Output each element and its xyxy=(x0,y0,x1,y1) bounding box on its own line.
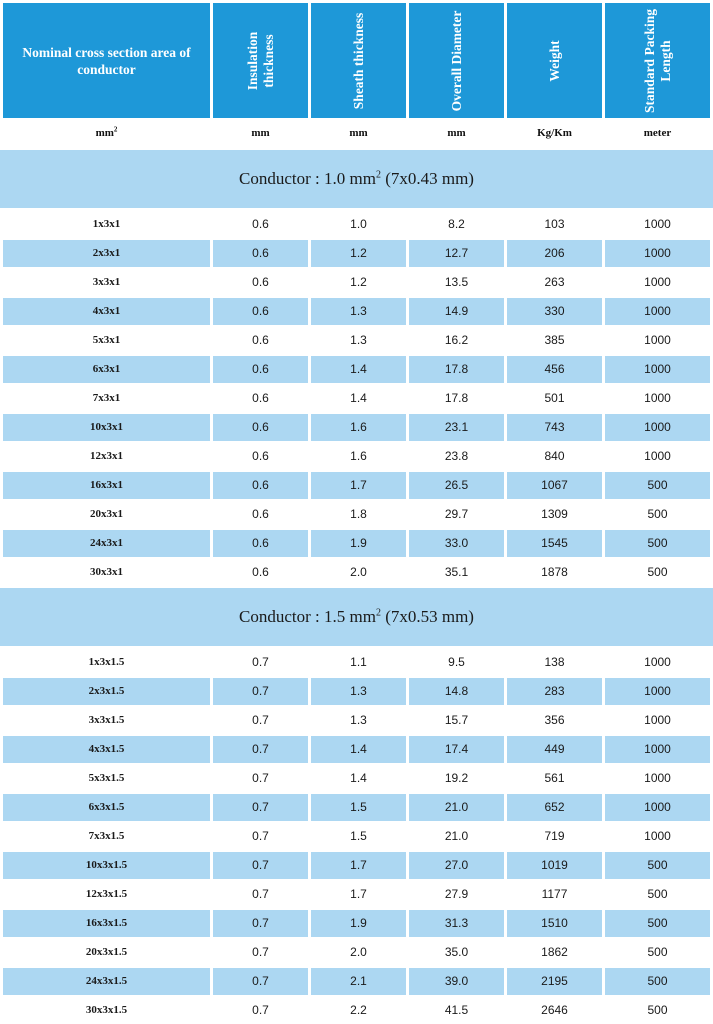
table-row xyxy=(0,530,713,557)
cell-size: 20x3x1 xyxy=(90,508,123,520)
table-row xyxy=(0,298,713,325)
cell-size: 5x3x1 xyxy=(92,334,121,346)
cell-packing-length: 1000 xyxy=(644,391,671,405)
cell-size: 12x3x1 xyxy=(90,450,123,462)
cell-weight: 1019 xyxy=(507,852,602,879)
cell-weight: 561 xyxy=(544,771,565,785)
cell-packing-length: 500 xyxy=(647,565,668,579)
header-sheath-label: Sheath thickness xyxy=(350,12,366,109)
cell-packing-length: 1000 xyxy=(605,794,710,821)
cell-size: 6x3x1.5 xyxy=(3,794,210,821)
cell-diameter: 27.9 xyxy=(444,887,469,901)
unit-cross-section-base: mm xyxy=(95,127,114,139)
cell-weight: 356 xyxy=(544,713,565,727)
cell-size: 12x3x1.5 xyxy=(85,888,128,900)
cell-diameter: 31.3 xyxy=(409,910,504,937)
unit-packing-length: meter xyxy=(643,127,672,139)
cell-diameter: 23.8 xyxy=(444,449,469,463)
cell-size: 24x3x1 xyxy=(3,530,210,557)
cell-diameter: 8.2 xyxy=(448,217,465,231)
cell-diameter: 26.5 xyxy=(409,472,504,499)
cell-size: 3x3x1 xyxy=(92,276,121,288)
cell-packing-length: 500 xyxy=(605,852,710,879)
cell-size: 30x3x1.5 xyxy=(85,1004,128,1016)
cell-sheath: 1.3 xyxy=(311,298,406,325)
cell-diameter: 17.4 xyxy=(409,736,504,763)
table-row xyxy=(0,414,713,441)
cell-packing-length: 1000 xyxy=(605,736,710,763)
cell-diameter: 12.7 xyxy=(409,240,504,267)
cell-sheath: 1.2 xyxy=(311,240,406,267)
cell-weight: 1510 xyxy=(507,910,602,937)
cell-sheath: 1.4 xyxy=(350,771,367,785)
cell-diameter: 17.8 xyxy=(409,356,504,383)
cell-packing-length: 1000 xyxy=(605,678,710,705)
cell-packing-length: 1000 xyxy=(605,240,710,267)
cell-weight: 1862 xyxy=(541,945,568,959)
cell-diameter: 9.5 xyxy=(448,655,465,669)
cell-packing-length: 500 xyxy=(647,945,668,959)
cell-sheath: 1.3 xyxy=(311,678,406,705)
header-cross-section-label: Nominal cross section area of conductor xyxy=(22,44,191,77)
cell-diameter: 35.0 xyxy=(444,945,469,959)
cell-packing-length: 500 xyxy=(605,472,710,499)
table-row xyxy=(0,736,713,763)
header-diameter-label: Overall Diameter xyxy=(448,10,464,111)
cell-packing-length: 500 xyxy=(605,968,710,995)
cell-insulation: 0.7 xyxy=(252,1003,269,1017)
cell-diameter: 39.0 xyxy=(409,968,504,995)
cell-sheath: 1.4 xyxy=(350,391,367,405)
cell-packing-length: 500 xyxy=(647,1003,668,1017)
cell-size: 16x3x1 xyxy=(3,472,210,499)
cell-weight: 263 xyxy=(544,275,565,289)
section-title-band xyxy=(0,588,713,646)
cell-sheath: 1.8 xyxy=(350,507,367,521)
cell-insulation: 0.7 xyxy=(252,771,269,785)
cell-size: 6x3x1 xyxy=(3,356,210,383)
cell-sheath: 2.2 xyxy=(350,1003,367,1017)
table-row xyxy=(0,823,713,850)
cell-packing-length: 1000 xyxy=(644,655,671,669)
cell-sheath: 1.4 xyxy=(311,356,406,383)
cell-packing-length: 1000 xyxy=(644,829,671,843)
cell-size: 7x3x1.5 xyxy=(88,830,125,842)
section-title-suffix: (7x0.53 mm) xyxy=(380,607,474,626)
cell-weight: 138 xyxy=(544,655,565,669)
header-diameter xyxy=(409,3,504,118)
cell-insulation: 0.6 xyxy=(213,414,308,441)
header-cross-section xyxy=(3,3,210,118)
cell-insulation: 0.7 xyxy=(252,887,269,901)
cell-weight: 2195 xyxy=(507,968,602,995)
cell-size: 1x3x1.5 xyxy=(88,656,125,668)
cell-insulation: 0.6 xyxy=(252,275,269,289)
table-row xyxy=(0,501,713,528)
cell-insulation: 0.7 xyxy=(213,678,308,705)
cell-weight: 103 xyxy=(544,217,565,231)
cell-sheath: 2.1 xyxy=(311,968,406,995)
table-row xyxy=(0,327,713,354)
cell-insulation: 0.6 xyxy=(252,565,269,579)
cell-sheath: 1.1 xyxy=(350,655,367,669)
cell-insulation: 0.7 xyxy=(213,910,308,937)
cell-weight: 1067 xyxy=(507,472,602,499)
cell-size: 30x3x1 xyxy=(90,566,123,578)
section-title-sup: 2 xyxy=(375,169,381,181)
cell-insulation: 0.7 xyxy=(252,945,269,959)
cell-insulation: 0.6 xyxy=(252,217,269,231)
cell-size: 20x3x1.5 xyxy=(85,946,128,958)
cell-insulation: 0.6 xyxy=(252,391,269,405)
cell-weight: 456 xyxy=(507,356,602,383)
cell-size: 10x3x1.5 xyxy=(3,852,210,879)
cell-size: 7x3x1 xyxy=(92,392,121,404)
cell-sheath: 1.7 xyxy=(350,887,367,901)
cell-weight: 206 xyxy=(507,240,602,267)
section-title-suffix: (7x0.43 mm) xyxy=(380,169,474,188)
section-title xyxy=(239,169,474,189)
cell-insulation: 0.6 xyxy=(213,356,308,383)
table-row xyxy=(0,794,713,821)
cell-weight: 330 xyxy=(507,298,602,325)
section-title xyxy=(239,607,474,627)
table-row xyxy=(0,240,713,267)
table-row xyxy=(0,559,713,586)
cell-diameter: 27.0 xyxy=(409,852,504,879)
cell-diameter: 14.8 xyxy=(409,678,504,705)
cell-diameter: 23.1 xyxy=(409,414,504,441)
section-title-band xyxy=(0,150,713,208)
cell-diameter: 41.5 xyxy=(444,1003,469,1017)
cell-size: 4x3x1.5 xyxy=(3,736,210,763)
cell-sheath: 1.6 xyxy=(311,414,406,441)
cell-diameter: 13.5 xyxy=(444,275,469,289)
unit-insulation: mm xyxy=(251,127,270,139)
table-row xyxy=(0,910,713,937)
cell-sheath: 1.3 xyxy=(350,713,367,727)
cell-packing-length: 1000 xyxy=(644,449,671,463)
cell-sheath: 1.5 xyxy=(311,794,406,821)
cell-insulation: 0.6 xyxy=(213,298,308,325)
cell-sheath: 1.6 xyxy=(350,449,367,463)
cell-size: 5x3x1.5 xyxy=(88,772,125,784)
cell-packing-length: 1000 xyxy=(605,414,710,441)
cell-packing-length: 1000 xyxy=(644,771,671,785)
cell-sheath: 1.9 xyxy=(311,530,406,557)
cell-diameter: 14.9 xyxy=(409,298,504,325)
cell-size: 16x3x1.5 xyxy=(3,910,210,937)
cell-size: 10x3x1 xyxy=(3,414,210,441)
cell-size: 1x3x1 xyxy=(92,218,121,230)
table-row xyxy=(0,997,713,1024)
table-row xyxy=(0,649,713,676)
units-row xyxy=(0,119,713,147)
table-row xyxy=(0,939,713,966)
table-row xyxy=(0,472,713,499)
section-title-sup: 2 xyxy=(375,607,381,619)
table-row xyxy=(0,765,713,792)
cell-weight: 283 xyxy=(507,678,602,705)
cell-sheath: 1.5 xyxy=(350,829,367,843)
cell-diameter: 16.2 xyxy=(444,333,469,347)
cell-size: 24x3x1.5 xyxy=(3,968,210,995)
cell-sheath: 1.3 xyxy=(350,333,367,347)
table-row xyxy=(0,385,713,412)
cell-weight: 1309 xyxy=(541,507,568,521)
table-row xyxy=(0,968,713,995)
cell-size: 3x3x1.5 xyxy=(88,714,125,726)
section-title-prefix: Conductor : 1.5 mm xyxy=(239,607,376,626)
table-row xyxy=(0,852,713,879)
cell-packing-length: 1000 xyxy=(644,713,671,727)
cell-packing-length: 500 xyxy=(605,910,710,937)
cell-sheath: 1.7 xyxy=(311,472,406,499)
unit-cross-section xyxy=(3,119,210,147)
unit-diameter: mm xyxy=(447,127,466,139)
cell-diameter: 35.1 xyxy=(444,565,469,579)
cell-weight: 652 xyxy=(507,794,602,821)
cell-sheath: 1.2 xyxy=(350,275,367,289)
header-sheath xyxy=(311,3,406,118)
header-insulation-label: Insulation thickness xyxy=(244,31,276,90)
header-insulation xyxy=(213,3,308,118)
cell-weight: 1177 xyxy=(541,887,568,901)
header-weight xyxy=(507,3,602,118)
cell-diameter: 15.7 xyxy=(444,713,469,727)
header-packing-length xyxy=(605,3,710,118)
cell-weight: 385 xyxy=(544,333,565,347)
cell-insulation: 0.7 xyxy=(213,794,308,821)
cell-insulation: 0.6 xyxy=(213,240,308,267)
section-title-prefix: Conductor : 1.0 mm xyxy=(239,169,376,188)
cell-insulation: 0.7 xyxy=(213,852,308,879)
cell-sheath: 2.0 xyxy=(350,565,367,579)
cell-weight: 449 xyxy=(507,736,602,763)
cell-weight: 743 xyxy=(507,414,602,441)
cell-packing-length: 1000 xyxy=(605,356,710,383)
cell-size: 2x3x1.5 xyxy=(3,678,210,705)
cell-packing-length: 1000 xyxy=(644,333,671,347)
cell-weight: 840 xyxy=(544,449,565,463)
cell-sheath: 1.9 xyxy=(311,910,406,937)
cell-diameter: 29.7 xyxy=(444,507,469,521)
cell-weight: 2646 xyxy=(541,1003,568,1017)
cell-packing-length: 500 xyxy=(605,530,710,557)
cell-sheath: 1.7 xyxy=(311,852,406,879)
header-packing-length-label: Standard Packing Length xyxy=(641,8,673,113)
table-row xyxy=(0,678,713,705)
cell-packing-length: 1000 xyxy=(605,298,710,325)
cell-diameter: 21.0 xyxy=(409,794,504,821)
table-row xyxy=(0,356,713,383)
table-row xyxy=(0,269,713,296)
cell-packing-length: 500 xyxy=(647,887,668,901)
cell-size: 4x3x1 xyxy=(3,298,210,325)
cell-weight: 1545 xyxy=(507,530,602,557)
cell-size: 2x3x1 xyxy=(3,240,210,267)
cell-insulation: 0.7 xyxy=(252,829,269,843)
table-row xyxy=(0,211,713,238)
table-row xyxy=(0,443,713,470)
table-row xyxy=(0,881,713,908)
cell-insulation: 0.7 xyxy=(213,736,308,763)
cell-weight: 501 xyxy=(544,391,565,405)
cell-insulation: 0.6 xyxy=(213,530,308,557)
cell-packing-length: 1000 xyxy=(644,275,671,289)
cell-insulation: 0.7 xyxy=(252,713,269,727)
cell-diameter: 21.0 xyxy=(444,829,469,843)
cell-insulation: 0.7 xyxy=(252,655,269,669)
cell-weight: 1878 xyxy=(541,565,568,579)
cell-insulation: 0.7 xyxy=(213,968,308,995)
cell-insulation: 0.6 xyxy=(252,333,269,347)
cell-packing-length: 500 xyxy=(647,507,668,521)
cell-diameter: 17.8 xyxy=(444,391,469,405)
cell-insulation: 0.6 xyxy=(213,472,308,499)
cell-packing-length: 1000 xyxy=(644,217,671,231)
cell-insulation: 0.6 xyxy=(252,449,269,463)
cell-sheath: 1.4 xyxy=(311,736,406,763)
cell-weight: 719 xyxy=(544,829,565,843)
cell-diameter: 33.0 xyxy=(409,530,504,557)
cell-sheath: 1.0 xyxy=(350,217,367,231)
unit-sheath: mm xyxy=(349,127,368,139)
cell-insulation: 0.6 xyxy=(252,507,269,521)
header-weight-label: Weight xyxy=(546,39,562,82)
unit-weight: Kg/Km xyxy=(537,127,572,139)
table-row xyxy=(0,707,713,734)
cell-diameter: 19.2 xyxy=(444,771,469,785)
unit-cross-section-sup: 2 xyxy=(113,125,118,134)
cell-sheath: 2.0 xyxy=(350,945,367,959)
